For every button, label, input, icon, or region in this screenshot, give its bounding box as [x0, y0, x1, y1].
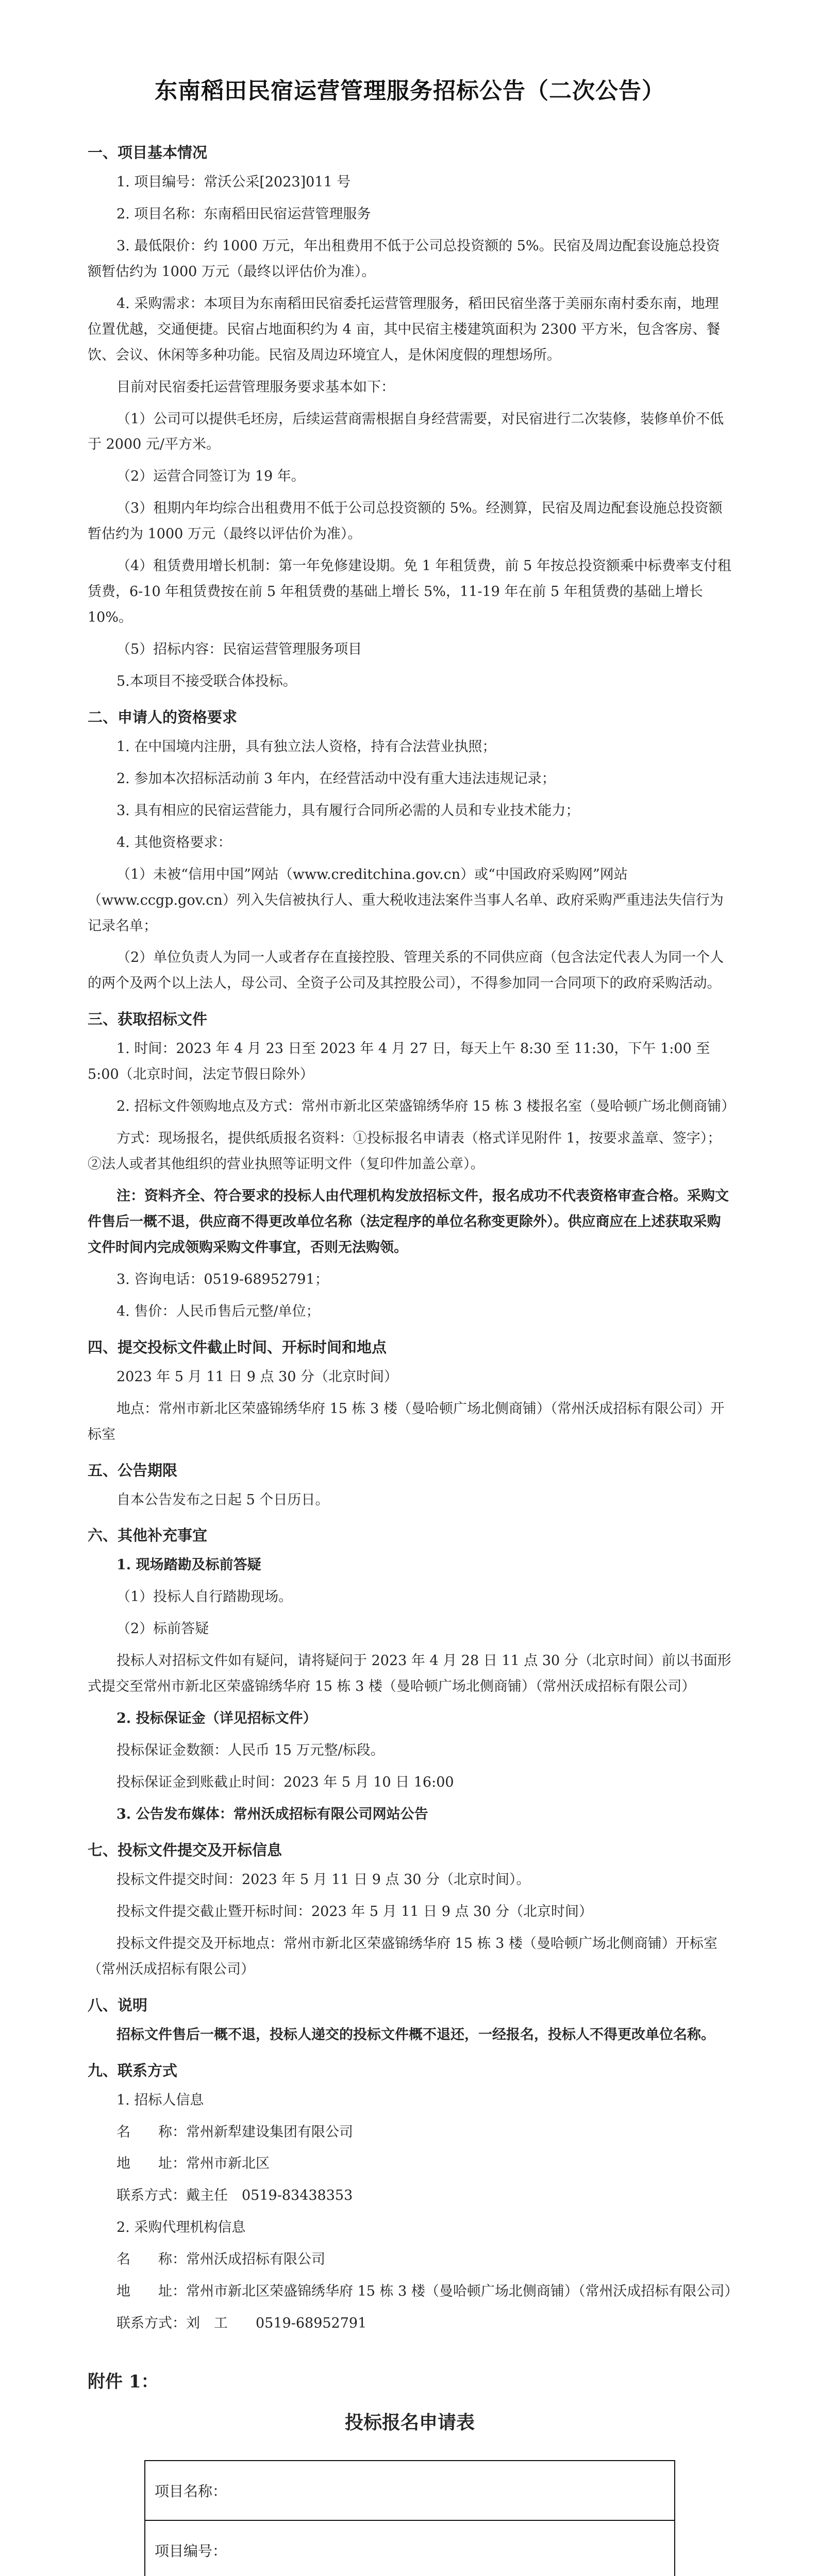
text-line: 名 称：常州沃成招标有限公司	[116, 2251, 325, 2268]
text-line: 目前对民宿委托运营管理服务要求基本如下：	[116, 379, 395, 395]
text-line: （2）标前答疑	[116, 1621, 209, 1637]
text-line: 联系方式：戴主任 0519-83438353	[116, 2188, 353, 2204]
section-obtain-documents	[88, 1008, 736, 1324]
text-line: 5.本项目不接受联合体投标。	[116, 673, 297, 689]
text-line: 2. 采购代理机构信息	[116, 2219, 246, 2236]
text-line: 2. 参加本次招标活动前 3 年内，在经营活动中没有重大违法违规记录；	[116, 770, 556, 787]
project-code-field[interactable]: 项目编号：	[145, 2520, 675, 2576]
section-contact	[88, 2059, 739, 2337]
bold-notice: 注：资料齐全、符合要求的投标人由代理机构发放招标文件，报名成功不代表资格审查合格。采购文件售后一概不退，供应商不得更改单位名称（法定程序的单位名称变更除外）。供应商应在上述获取采购文件时间内完成领购采购文件事宜，否则无法购领。	[88, 1188, 729, 1256]
section-period	[88, 1459, 732, 1513]
text-line: 4. 其他资格要求：	[116, 834, 232, 851]
text-line: （4）租赁费用增长机制：第一年免修建设期。免 1 年租赁费，前 5 年按总投资额乘中标费率支付租赁费，6-10 年租赁费按在前 5 年租赁费的基础上增长 5%，11-19 年在前 5 年租赁费的基础上增长 10%。	[88, 558, 731, 626]
text-line: 方式：现场报名，提供纸质报名资料：①投标报名申请表（格式详见附件 1，按要求盖章、签字）；②法人或者其他组织的营业执照等证明文件（复印件加盖公章）。	[88, 1130, 722, 1173]
section-heading: 八、说明	[88, 1996, 148, 2014]
section-other	[88, 1524, 732, 1827]
section-notes	[88, 1994, 732, 2048]
section-project-info	[88, 141, 732, 694]
text-line: 1. 在中国境内注册，具有独立法人资格，持有合法营业执照；	[116, 738, 496, 755]
text-line: 4. 售价：人民币售后元整/单位；	[116, 1303, 320, 1319]
text-line: （2）单位负责人为同一人或者存在直接控股、管理关系的不同供应商（包含法定代表人为同一个人的两个及两个以上法人，母公司、全资子公司及其控股公司），不得参加同一合同项下的政府采购活动。	[88, 950, 724, 992]
document-page	[88, 62, 739, 2576]
text-line: 地点：常州市新北区荣盛锦绣华府 15 栋 3 楼（曼哈顿广场北侧商铺）（常州沃成招标有限公司）开标室	[88, 1400, 725, 1443]
text-line: 投标人对招标文件如有疑问，请将疑问于 2023 年 4 月 28 日 11 点 30 分（北京时间）前以书面形式提交至常州市新北区荣盛锦绣华府 15 栋 3 楼（曼哈顿广场北侧商铺）（常州沃成招标有限公司）	[88, 1653, 731, 1695]
table-row	[145, 2461, 675, 2520]
section-heading: 六、其他补充事宜	[88, 1527, 208, 1545]
page-title: 东南稻田民宿运营管理服务招标公告（二次公告）	[155, 78, 665, 104]
section-qualifications	[88, 706, 732, 996]
text-line: （2）运营合同签订为 19 年。	[116, 468, 305, 485]
text-line: （3）租期内年均综合出租费用不低于公司总投资额的 5%。经测算，民宿及周边配套设施总投资额暂估约为 1000 万元（最终以评估价为准）。	[88, 500, 723, 543]
text-line: 投标保证金到账截止时间：2023 年 5 月 10 日 16:00	[116, 1774, 454, 1790]
text-line: 名 称：常州新犁建设集团有限公司	[116, 2124, 353, 2140]
text-line: 投标文件提交截止暨开标时间：2023 年 5 月 11 日 9 点 30 分（北京时间）	[116, 1903, 593, 1920]
registration-form-table	[144, 2460, 675, 2576]
form-title: 投标报名申请表	[344, 2412, 475, 2434]
section-heading: 一、项目基本情况	[88, 144, 208, 161]
text-line: 投标文件提交时间：2023 年 5 月 11 日 9 点 30 分（北京时间）。	[116, 1871, 530, 1888]
text-line: 1. 招标人信息	[116, 2092, 204, 2108]
text-line: 地 址：常州市新北区	[116, 2156, 270, 2172]
text-line: 联系方式：刘 工 0519-68952791	[116, 2315, 367, 2332]
text-line: 3. 具有相应的民宿运营能力，具有履行合同所必需的人员和专业技术能力；	[116, 802, 580, 819]
section-heading: 五、公告期限	[88, 1461, 178, 1479]
text-line: 投标文件提交及开标地点：常州市新北区荣盛锦绣华府 15 栋 3 楼（曼哈顿广场北侧商铺）开标室（常州沃成招标有限公司）	[88, 1935, 717, 1977]
section-heading: 四、提交投标文件截止时间、开标时间和地点	[88, 1338, 387, 1356]
text-line: 2023 年 5 月 11 日 9 点 30 分（北京时间）	[116, 1368, 398, 1385]
text-line: 2. 招标文件领购地点及方式：常州市新北区荣盛锦绣华府 15 栋 3 楼报名室（曼哈顿广场北侧商铺）	[116, 1098, 736, 1115]
section-deadline	[88, 1336, 732, 1448]
text-line: （1）未被“信用中国”网站（www.creditchina.gov.cn）或“中国政府采购网”网站（www.ccgp.gov.cn）列入失信被执行人、重大税收违法案件当事人名单、政府采购严重违法失信行为记录名单；	[88, 866, 724, 934]
text-line: 1. 时间：2023 年 4 月 23 日至 2023 年 4 月 27 日，每天上午 8:30 至 11:30，下午 1:00 至 5:00（北京时间，法定节假日除外）	[88, 1041, 710, 1083]
text-line: 3. 最低限价：约 1000 万元，年出租费用不低于公司总投资额的 5%。民宿及周边配套设施总投资额暂估约为 1000 万元（最终以评估价为准）。	[88, 238, 720, 280]
section-heading: 七、投标文件提交及开标信息	[88, 1841, 282, 1859]
text-line: 3. 公告发布媒体：常州沃成招标有限公司网站公告	[116, 1806, 428, 1822]
text-line: （1）公司可以提供毛坯房，后续运营商需根据自身经营需要，对民宿进行二次装修，装修单价不低于 2000 元/平方米。	[88, 411, 724, 453]
section-heading: 三、获取招标文件	[88, 1010, 208, 1028]
text-line: 2. 项目名称：东南稻田民宿运营管理服务	[116, 206, 371, 222]
section-heading: 九、联系方式	[88, 2061, 178, 2079]
text-line: 招标文件售后一概不退，投标人递交的投标文件概不退还，一经报名，投标人不得更改单位名称。	[116, 2026, 715, 2043]
text-line: 4. 采购需求：本项目为东南稻田民宿委托运营管理服务，稻田民宿坐落于美丽东南村委东南，地理位置优越，交通便捷。民宿占地面积约为 4 亩，其中民宿主楼建筑面积为 2300 平方米，包含客房、餐饮、会议、休闲等多种功能。民宿及周边环境宜人，是休闲度假的理想场所。	[88, 295, 721, 363]
text-line: （1）投标人自行踏勘现场。	[116, 1589, 293, 1605]
text-line: 2. 投标保证金（详见招标文件）	[116, 1710, 317, 1727]
text-line: 自本公告发布之日起 5 个日历日。	[116, 1492, 329, 1508]
text-line: 3. 咨询电话：0519-68952791；	[116, 1271, 329, 1287]
text-line: 1. 现场踏勘及标前答疑	[116, 1557, 261, 1573]
text-line: 1. 项目编号：常沃公采[2023]011 号	[116, 174, 351, 190]
text-line: 地 址：常州市新北区荣盛锦绣华府 15 栋 3 楼（曼哈顿广场北侧商铺）（常州沃成招标有限公司）	[116, 2283, 739, 2300]
project-name-field[interactable]: 项目名称：	[145, 2461, 675, 2520]
attachment-label: 附件 1：	[88, 2371, 159, 2393]
text-line: 投标保证金数额：人民币 15 万元整/标段。	[116, 1742, 385, 1759]
text-line: （5）招标内容：民宿运营管理服务项目	[116, 641, 362, 657]
section-heading: 二、申请人的资格要求	[88, 708, 238, 726]
table-row	[145, 2520, 675, 2576]
section-submission	[88, 1839, 732, 1982]
